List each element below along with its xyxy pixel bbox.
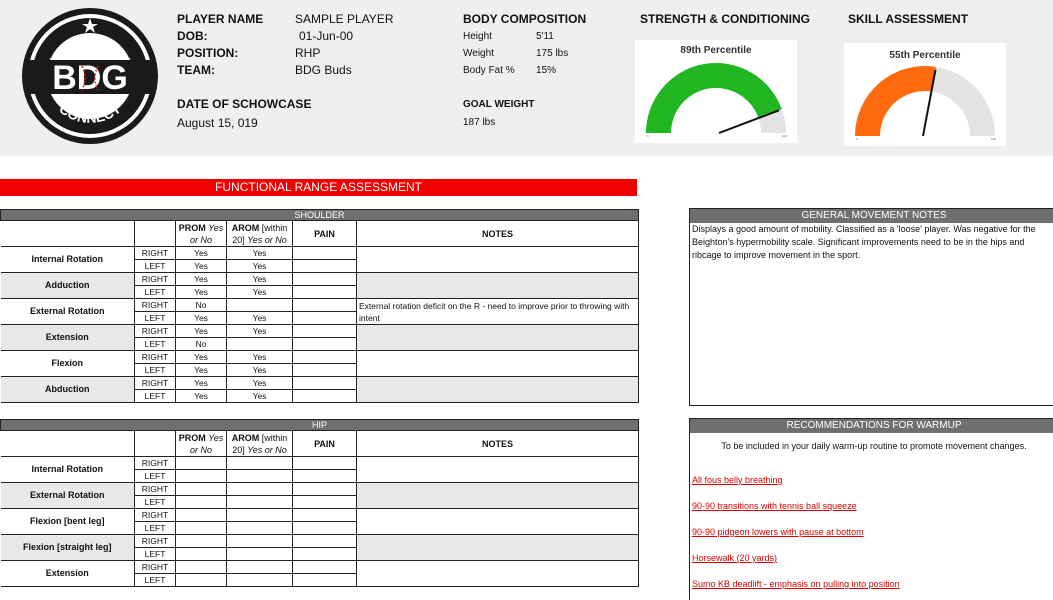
pain-cell[interactable]	[293, 457, 357, 470]
movement-label: Internal Rotation	[1, 457, 135, 483]
pain-cell[interactable]	[293, 574, 357, 587]
arom-cell[interactable]: Yes	[227, 390, 293, 403]
notes-cell[interactable]	[357, 377, 639, 403]
table-row	[1, 299, 639, 312]
shoulder-table	[0, 209, 639, 403]
prom-cell[interactable]	[176, 535, 227, 548]
side-label: LEFT	[135, 496, 176, 509]
warmup-link[interactable]: Sumo KB deadlift - emphasis on pulling into position	[692, 579, 900, 589]
prom-cell[interactable]	[176, 548, 227, 561]
prom-cell[interactable]: Yes	[176, 247, 227, 260]
movement-label: Extension	[1, 561, 135, 587]
side-label: LEFT	[135, 364, 176, 377]
notes-cell[interactable]: External rotation deficit on the R - need to improve prior to throwing with intent	[357, 299, 639, 325]
warmup-link[interactable]: 90-90 transitions with tennis ball squeeze	[692, 501, 857, 511]
gauge-max-label: 100	[991, 137, 997, 141]
arom-cell[interactable]: Yes	[227, 364, 293, 377]
side-label: RIGHT	[135, 377, 176, 390]
side-label: LEFT	[135, 574, 176, 587]
arom-header: AROM [within 20] Yes or No	[227, 221, 293, 247]
dob-label: DOB:	[177, 29, 208, 43]
notes-cell[interactable]	[357, 561, 639, 587]
skill-gauge	[844, 43, 1006, 146]
pain-cell[interactable]	[293, 299, 357, 312]
bdg-connect-logo	[20, 6, 160, 146]
prom-cell[interactable]	[176, 509, 227, 522]
pain-cell[interactable]	[293, 496, 357, 509]
movement-label: Flexion	[1, 351, 135, 377]
warmup-link[interactable]: Horsewalk (20 yards)	[692, 553, 778, 563]
pain-cell[interactable]	[293, 470, 357, 483]
height-value: 5'11	[536, 31, 554, 42]
table-row	[1, 351, 639, 364]
arom-cell[interactable]	[227, 457, 293, 470]
side-label: RIGHT	[135, 351, 176, 364]
notes-cell[interactable]	[357, 247, 639, 273]
side-label: LEFT	[135, 390, 176, 403]
team-label: TEAM:	[177, 63, 215, 77]
table-row	[1, 325, 639, 338]
logo-text-top: BDG	[52, 59, 128, 97]
arom-cell[interactable]	[227, 483, 293, 496]
arom-cell[interactable]	[227, 522, 293, 535]
movement-label: Flexion [straight leg]	[1, 535, 135, 561]
movement-label: External Rotation	[1, 299, 135, 325]
logo-text-bottom: CONNECT	[56, 100, 124, 126]
gauge-fill	[855, 66, 936, 136]
side-label: RIGHT	[135, 325, 176, 338]
arom-header: AROM [within 20] Yes or No	[227, 431, 293, 457]
hip-table	[0, 419, 639, 587]
gauge-min-label: 0	[856, 137, 858, 141]
notes-cell[interactable]	[357, 457, 639, 483]
pain-cell[interactable]	[293, 312, 357, 325]
prom-cell[interactable]: Yes	[176, 273, 227, 286]
warmup-link[interactable]: 90-90 pidgeon lowers with pause at bottom	[692, 527, 864, 537]
skill-title: SKILL ASSESSMENT	[848, 12, 969, 26]
arom-cell[interactable]	[227, 535, 293, 548]
pain-cell[interactable]	[293, 286, 357, 299]
prom-cell[interactable]	[176, 470, 227, 483]
arom-cell[interactable]	[227, 548, 293, 561]
table-row	[1, 273, 639, 286]
movement-label: Abduction	[1, 377, 135, 403]
player-name: SAMPLE PLAYER	[295, 12, 394, 26]
showcase-label: DATE OF SCHOWCASE	[177, 97, 312, 111]
arom-cell[interactable]: Yes	[227, 260, 293, 273]
prom-cell[interactable]	[176, 496, 227, 509]
goal-weight-label: GOAL WEIGHT	[463, 99, 535, 110]
prom-cell[interactable]	[176, 457, 227, 470]
arom-cell[interactable]: Yes	[227, 377, 293, 390]
general-notes-title: GENERAL MOVEMENT NOTES	[690, 209, 1053, 223]
side-label: LEFT	[135, 470, 176, 483]
table-row	[1, 483, 639, 496]
movement-label: Extension	[1, 325, 135, 351]
pain-cell[interactable]	[293, 535, 357, 548]
strength-title: STRENGTH & CONDITIONING	[640, 12, 810, 26]
side-label: LEFT	[135, 286, 176, 299]
prom-cell[interactable]: Yes	[176, 286, 227, 299]
arom-cell[interactable]: Yes	[227, 247, 293, 260]
player-name-label: PLAYER NAME	[177, 12, 264, 26]
body-composition-title: BODY COMPOSITION	[463, 12, 587, 26]
arom-cell[interactable]	[227, 574, 293, 587]
body-fat-value: 15%	[536, 65, 557, 76]
body-fat-label: Body Fat %	[463, 65, 515, 76]
prom-cell[interactable]	[176, 483, 227, 496]
pain-cell[interactable]	[293, 548, 357, 561]
notes-cell[interactable]	[357, 351, 639, 377]
arom-cell[interactable]: Yes	[227, 312, 293, 325]
prom-header: PROM Yes or No	[176, 221, 227, 247]
arom-cell[interactable]: Yes	[227, 286, 293, 299]
notes-cell[interactable]	[357, 509, 639, 535]
team-value: BDG Buds	[295, 63, 352, 77]
pain-cell[interactable]	[293, 260, 357, 273]
arom-cell[interactable]	[227, 338, 293, 351]
pain-cell[interactable]	[293, 483, 357, 496]
movement-label: Flexion [bent leg]	[1, 509, 135, 535]
goal-weight-value: 187 lbs	[463, 117, 496, 128]
shoulder-title: SHOULDER	[1, 210, 639, 221]
notes-cell[interactable]	[357, 325, 639, 351]
pain-cell[interactable]	[293, 509, 357, 522]
arom-cell[interactable]: Yes	[227, 325, 293, 338]
side-label: RIGHT	[135, 299, 176, 312]
position-value: RHP	[295, 46, 321, 60]
prom-cell[interactable]: Yes	[176, 364, 227, 377]
arom-cell[interactable]	[227, 299, 293, 312]
side-label: RIGHT	[135, 273, 176, 286]
weight-value: 175 lbs	[536, 48, 569, 59]
weight-label: Weight	[463, 48, 494, 59]
functional-range-title: FUNCTIONAL RANGE ASSESSMENT	[0, 179, 637, 196]
side-label: RIGHT	[135, 535, 176, 548]
prom-cell[interactable]: No	[176, 299, 227, 312]
pain-cell[interactable]	[293, 522, 357, 535]
table-row	[1, 561, 639, 574]
arom-cell[interactable]	[227, 496, 293, 509]
prom-cell[interactable]	[176, 561, 227, 574]
pain-cell[interactable]	[293, 273, 357, 286]
notes-header: NOTES	[357, 431, 639, 457]
movement-label: External Rotation	[1, 483, 135, 509]
pain-cell[interactable]	[293, 351, 357, 364]
prom-cell[interactable]: Yes	[176, 390, 227, 403]
gauge-max-label: 100	[782, 134, 788, 138]
pain-cell[interactable]	[293, 561, 357, 574]
pain-header: PAIN	[293, 221, 357, 247]
position-label: POSITION:	[177, 46, 239, 60]
pain-cell[interactable]	[293, 338, 357, 351]
prom-cell[interactable]: Yes	[176, 260, 227, 273]
table-row	[1, 457, 639, 470]
side-label: RIGHT	[135, 561, 176, 574]
prom-cell[interactable]: Yes	[176, 312, 227, 325]
pain-cell[interactable]	[293, 377, 357, 390]
side-label: LEFT	[135, 260, 176, 273]
arom-cell[interactable]	[227, 509, 293, 522]
general-notes-text: Displays a good amount of mobility. Classified as a 'loose' player. Was negative for the Beighton's hypermobility scale. Significant improvements need to be in the hips and ribcage to improve movement in the sport.	[692, 224, 1036, 260]
notes-header: NOTES	[357, 221, 639, 247]
table-row	[1, 535, 639, 548]
warmup-link[interactable]: All fous belly breathing	[692, 475, 783, 485]
side-label: RIGHT	[135, 483, 176, 496]
prom-cell[interactable]	[176, 574, 227, 587]
movement-label: Adduction	[1, 273, 135, 299]
skill-percentile-label: 55th Percentile	[889, 50, 961, 61]
hip-title: HIP	[1, 420, 639, 431]
gauge-min-label: 0	[647, 134, 649, 138]
pain-cell[interactable]	[293, 364, 357, 377]
pain-cell[interactable]	[293, 247, 357, 260]
arom-cell[interactable]	[227, 561, 293, 574]
pain-cell[interactable]	[293, 390, 357, 403]
table-row	[1, 377, 639, 390]
notes-cell[interactable]	[357, 535, 639, 561]
arom-cell[interactable]: Yes	[227, 273, 293, 286]
strength-percentile-label: 89th Percentile	[680, 45, 752, 56]
height-label: Height	[463, 31, 492, 42]
side-label: LEFT	[135, 312, 176, 325]
arom-cell[interactable]	[227, 470, 293, 483]
table-row	[1, 509, 639, 522]
side-label: RIGHT	[135, 509, 176, 522]
gauge-track	[932, 67, 995, 136]
warmup-title: RECOMMENDATIONS FOR WARMUP	[690, 419, 1053, 433]
showcase-date: August 15, 019	[177, 116, 258, 130]
arom-cell[interactable]: Yes	[227, 351, 293, 364]
prom-cell[interactable]: No	[176, 338, 227, 351]
side-label: LEFT	[135, 338, 176, 351]
side-label: LEFT	[135, 548, 176, 561]
movement-label: Internal Rotation	[1, 247, 135, 273]
general-notes-panel	[689, 208, 1053, 406]
strength-gauge	[635, 40, 797, 143]
prom-cell[interactable]: Yes	[176, 325, 227, 338]
prom-cell[interactable]: Yes	[176, 351, 227, 364]
dob-value: 01-Jun-00	[299, 29, 354, 43]
pain-cell[interactable]	[293, 325, 357, 338]
notes-cell[interactable]	[357, 273, 639, 299]
warmup-intro: To be included in your daily warm-up routine to promote movement changes.	[721, 441, 1027, 451]
pain-header: PAIN	[293, 431, 357, 457]
prom-cell[interactable]	[176, 522, 227, 535]
table-row	[1, 247, 639, 260]
side-label: RIGHT	[135, 247, 176, 260]
side-label: LEFT	[135, 522, 176, 535]
prom-header: PROM Yes or No	[176, 431, 227, 457]
notes-cell[interactable]	[357, 483, 639, 509]
prom-cell[interactable]: Yes	[176, 377, 227, 390]
side-label: RIGHT	[135, 457, 176, 470]
